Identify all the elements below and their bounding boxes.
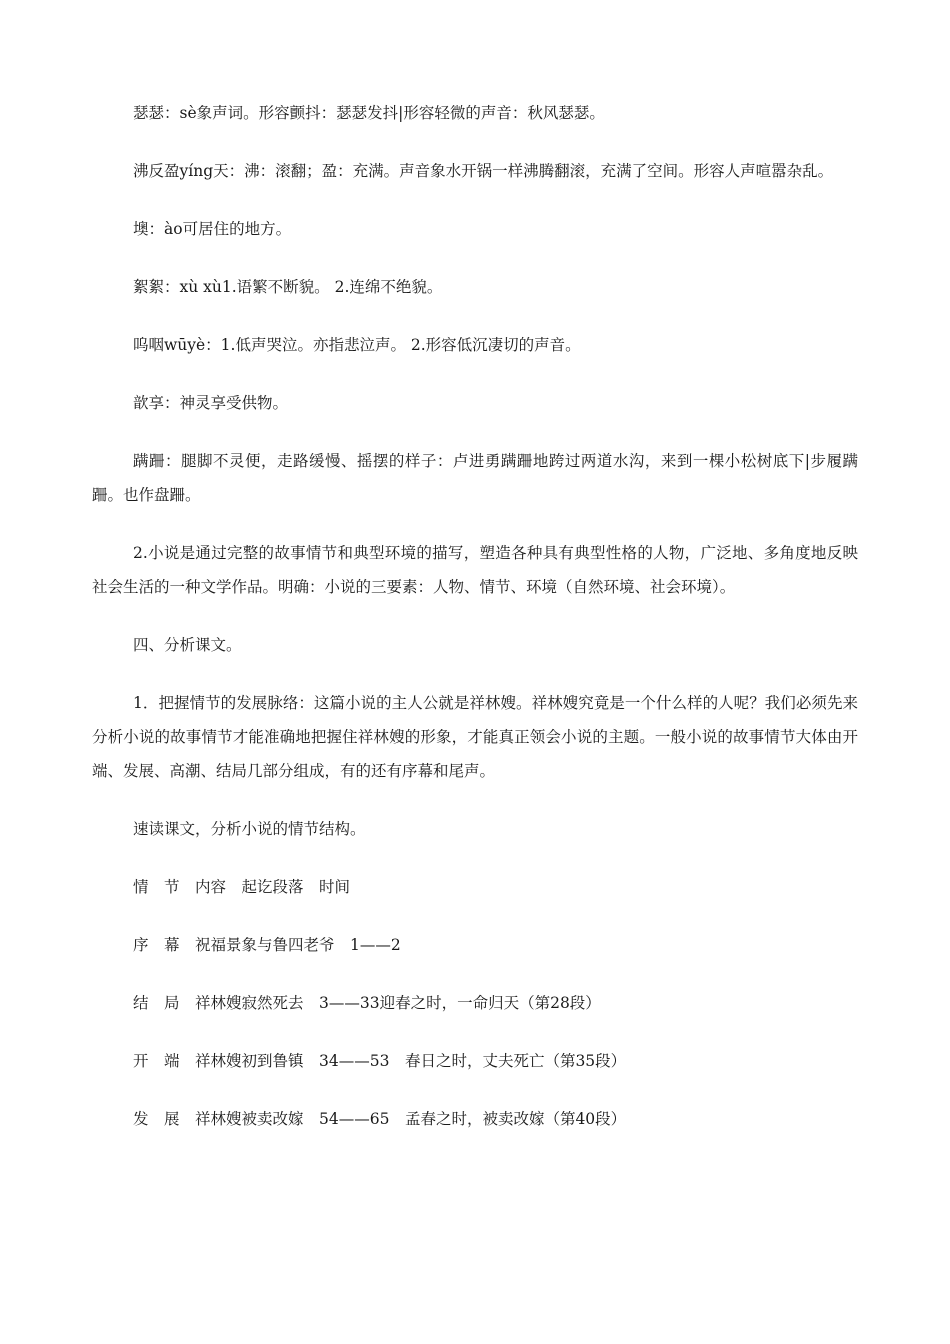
plot-row-ending: 结 局 祥林嫂寂然死去 3——33迎春之时，一命归天（第28段）: [133, 994, 601, 1012]
section-heading-analysis: 四、分析课文。: [133, 636, 242, 654]
plot-row-beginning: 开 端 祥林嫂初到鲁镇 34——53 春日之时，丈夫死亡（第35段）: [133, 1052, 627, 1070]
paragraph-panshan: 蹒跚：腿脚不灵便，走路缓慢、摇摆的样子：卢进勇蹒跚地跨过两道水沟，来到一棵小松树底下|步履蹒跚。也作盘跚。: [92, 452, 858, 504]
paragraph-task: 速读课文，分析小说的情节结构。: [133, 820, 366, 838]
paragraph-ao: 墺：ào可居住的地方。: [133, 220, 292, 238]
plot-table-header: 情 节 内容 起讫段落 时间: [133, 878, 351, 896]
paragraph-xinxiang: 歆享：神灵享受供物。: [133, 394, 289, 412]
paragraph-plot-context: 1．把握情节的发展脉络：这篇小说的主人公就是祥林嫂。祥林嫂究竟是一个什么样的人呢？我们必须先来分析小说的故事情节才能准确地把握住祥林嫂的形象，才能真正领会小说的主题。一般小说的故事情节大体由开端、发展、高潮、结局几部分组成，有的还有序幕和尾声。: [92, 694, 858, 780]
plot-row-prologue: 序 幕 祝福景象与鲁四老爷 1——2: [133, 936, 401, 954]
paragraph-feifanyingtian: 沸反盈yíng天：沸：滚翻；盈：充满。声音象水开锅一样沸腾翻滚，充满了空间。形容人声喧嚣杂乱。: [133, 162, 834, 180]
paragraph-wuye: 呜咽wūyè：1.低声哭泣。亦指悲泣声。 2.形容低沉凄切的声音。: [133, 336, 581, 354]
plot-row-development: 发 展 祥林嫂被卖改嫁 54——65 孟春之时，被卖改嫁（第40段）: [133, 1110, 627, 1128]
document-page: [92, 96, 858, 1160]
paragraph-xuxu: 絮絮：xù xù1.语繁不断貌。 2.连绵不绝貌。: [133, 278, 443, 296]
paragraph-sese: 瑟瑟：sè象声词。形容颤抖：瑟瑟发抖|形容轻微的声音：秋风瑟瑟。: [133, 104, 605, 122]
paragraph-novel-definition: 2.小说是通过完整的故事情节和典型环境的描写，塑造各种具有典型性格的人物，广泛地、多角度地反映社会生活的一种文学作品。明确：小说的三要素：人物、情节、环境（自然环境、社会环境）。: [92, 544, 858, 596]
